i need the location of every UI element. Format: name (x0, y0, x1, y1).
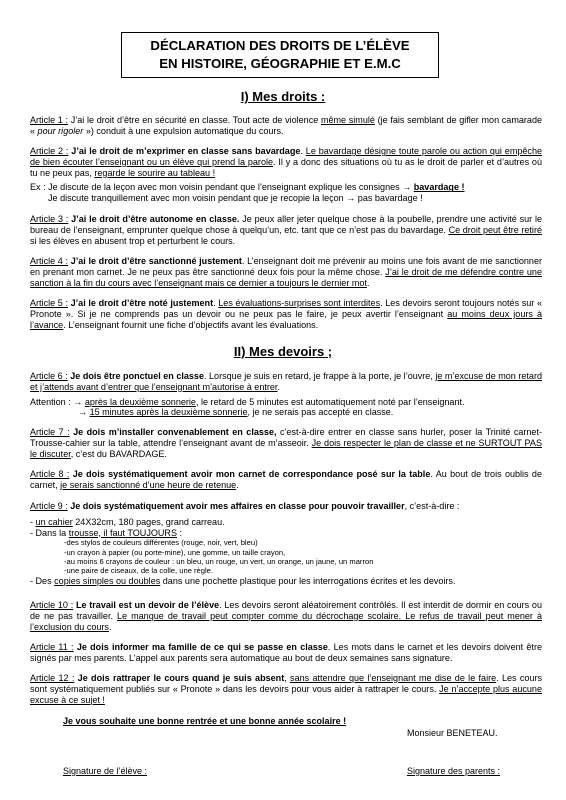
article-label: Article 1 : (30, 115, 69, 125)
article-label: Article 11 : (30, 642, 74, 652)
article-3: Article 3 : J’ai le droit d’être autonome en classe. Je peux aller jeter quelque chose à la poubelle, prendre une activité sur le bureau de l’enseignant, emprunter quelque chose à quelqu’un, etc. tant que ce n’est pas du bavardage. Ce droit peut être retiré si les élèves en abusent trop et perturbent le cours. (30, 214, 542, 246)
supply-subitem: -une paire de ciseaux, de la colle, une règle. (64, 566, 214, 576)
supply-item-notebook: - un cahier 24X32cm, 180 pages, grand carreau. (30, 516, 225, 527)
article-label: Article 10 : (30, 600, 74, 610)
article-1: Article 1 : J’ai le droit d’être en sécurité en classe. Tout acte de violence même simulé (je fais semblant de gifler mon camarade « pour rigoler ») conduit à une expulsion automatique du cours. (30, 115, 543, 136)
supply-subitem: -des stylos de couleurs différentes (rouge, noir, vert, bleu) (64, 538, 258, 548)
article-label: Article 7 : (30, 427, 70, 437)
parents-signature-label: Signature des parents : (407, 766, 501, 776)
article-7: Article 7 : Je dois m’installer convenablement en classe, c’est-à-dire entrer en classe sans hurler, poser la Trinité carnet-Trousse-cahier sur la table, attendre l’enseignant avant de m’asseoir. Je dois respecter le plan de classe et ne SURTOUT PAS le discuter, c’est du BAVARDAGE. (30, 427, 542, 459)
article-label: Article 8 : (30, 469, 70, 479)
student-signature-label: Signature de l’élève : (63, 766, 148, 776)
article-5: Article 5 : J’ai le droit d’être noté justement. Les évaluations-surprises sont interdites. Les devoirs seront toujours notés sur « Pronote ». Si je ne comprends pas un devoir ou ne peux pas le faire, je peux avertir l’enseignant au moins deux jours à l’avance. L’enseignant fournit une fiche d’objectifs avant les évaluations. (30, 298, 542, 330)
article-10: Article 10 : Le travail est un devoir de l’élève. Les devoirs seront aléatoirement contrôlés. Il est interdit de dormir en cours ou de ne pas travailler. Le manque de travail peut compter comme du décrochage scolaire. Le refus de travail peut mener à l’exclusion du cours. (30, 600, 542, 632)
supply-item-pencil-case: - Dans la trousse, il faut TOUJOURS : (30, 527, 183, 538)
article-label: Article 9 : (30, 501, 68, 511)
supply-item-copies: - Des copies simples ou doubles dans une pochette plastique pour les interrogations écrites et les devoirs. (30, 575, 456, 586)
supply-subitem: -au moins 6 crayons de couleur : un bleu, un rouge, un vert, un orange, un jaune, un marron (64, 556, 374, 566)
article-8: Article 8 : Je dois systématiquement avoir mon carnet de correspondance posé sur la table. Au bout de trois oublis de carnet, je serais sanctionné d’une heure de retenue. (30, 469, 542, 490)
section-title-duties: II) Mes devoirs ; (233, 344, 333, 359)
title-line-1: DÉCLARATION DES DROITS DE L’ÉLÈVE (150, 38, 410, 53)
article-4: Article 4 : J’ai le droit d’être sanctionné justement. L’enseignant doit me prévenir au moins une fois avant de me sanctionner en prenant mon carnet. Je ne peux pas être sanctionné deux fois pour la même chose. J’ai le droit de me défendre contre une sanction à la fin du cours avec l’enseignant mais ce dernier a toujours le dernier mot. (30, 256, 542, 288)
article-label: Article 2 : (30, 146, 69, 156)
article-label: Article 6 : (30, 371, 68, 381)
teacher-name: Monsieur BENETEAU. (407, 728, 498, 738)
article-label: Article 3 : (30, 214, 69, 224)
article-label: Article 5 : (30, 298, 68, 308)
article-6: Article 6 : Je dois être ponctuel en classe. Lorsque je suis en retard, je frappe à la porte, je l’ouvre, je m’excuse de mon retard et j’attends avant d’entrer que l’enseignant m’autorise à entrer. Attention : → après la deuxième sonnerie, le retard de 5 minutes est automatiquement noté par l’enseignant. → 15 minutes après la deuxième sonnerie, je ne serais pas accepté en classe. (30, 371, 542, 418)
article-label: Article 4 : (30, 256, 69, 266)
section-title-rights: I) Mes droits : (240, 89, 326, 104)
article-9: Article 9 : Je dois systématiquement avoir mes affaires en classe pour pouvoir travailler, c’est-à-dire : - un cahier 24X32cm, 180 pages, grand carreau. - Dans la trousse, il faut TOUJOURS : -des stylos de couleurs différentes (rouge, noir, vert, bleu) -un crayon à papier (ou porte-mine), une gomme, un taille crayon, -au moins 6 crayons de couleur : un bleu, un rouge, un vert, un orange, un jaune, un marron -une paire de ciseaux, de la colle, une règle. - Des copies simples ou doubles dans une pochette plastique pour les interrogations écrites et les devoirs. (30, 501, 542, 586)
article-label: Article 12 : (30, 673, 75, 683)
article-12: Article 12 : Je dois rattraper le cours quand je suis absent, sans attendre que l’enseignant me dise de le faire. Les cours sont systématiquement publiés sur « Pronote » dans les devoirs pour vous aider à rattraper le cours. Je n’accepte plus aucune excuse à ce sujet ! (30, 673, 542, 705)
title-line-2: EN HISTOIRE, GÉOGRAPHIE ET E.M.C (159, 56, 401, 71)
supply-subitem: -un crayon à papier (ou porte-mine), une gomme, un taille crayon, (64, 547, 286, 557)
closing-wish: Je vous souhaite une bonne rentrée et une bonne année scolaire ! (63, 716, 347, 726)
article-11: Article 11 : Je dois informer ma famille de ce qui se passe en classe. Les mots dans le carnet et les devoirs doivent être signés par mes parents. L’appel aux parents sera automatique au bout de deux semaines sans signature. (30, 642, 542, 663)
title-box (121, 32, 439, 78)
article-2: Article 2 : J’ai le droit de m’exprimer en classe sans bavardage. Le bavardage désigne toute parole ou action qui empêche de bien écouter l’enseignant ou un élève qui prend la parole. Il y a donc des situations où tu as le droit de parler et d’autres où tu ne peux pas, regarde le sourire au tableau ! Ex : Je discute de la leçon avec mon voisin pendant que l’enseignant explique les consignes → bavardage ! Je discute tranquillement avec mon voisin pendant que je recopie la leçon → pas bavardage ! (30, 146, 543, 204)
